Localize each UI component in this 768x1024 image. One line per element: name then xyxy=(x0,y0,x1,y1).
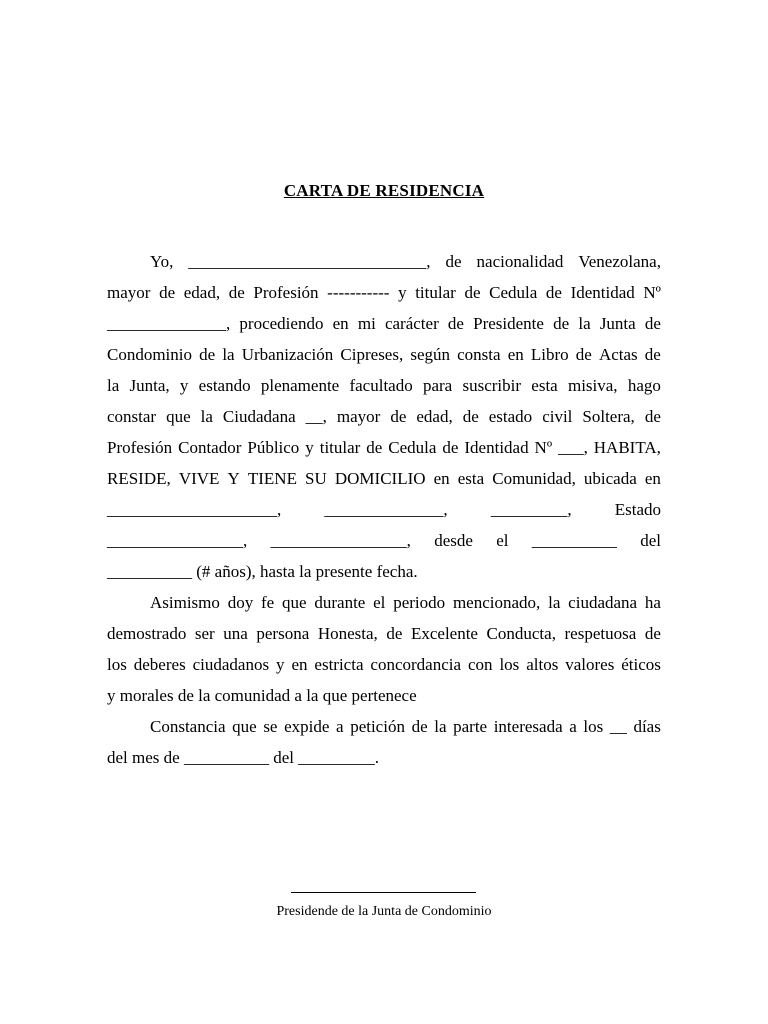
body-word: Constancia xyxy=(150,717,226,736)
body-word: TIENE xyxy=(247,469,297,488)
body-word: Público xyxy=(247,438,300,457)
body-word: de xyxy=(411,717,428,736)
body-word: que xyxy=(282,593,307,612)
body-line xyxy=(107,649,661,680)
body-word: de xyxy=(644,624,661,643)
body-word: civil xyxy=(542,407,573,426)
body-line xyxy=(107,587,661,618)
body-word: Condominio xyxy=(107,345,193,364)
body-word: ____________________, xyxy=(107,500,282,519)
body-word: de xyxy=(575,345,592,364)
body-word: ubicada xyxy=(583,469,637,488)
body-word: Estado xyxy=(614,500,661,519)
body-word: de xyxy=(386,624,403,643)
body-word: DOMICILIO xyxy=(334,469,426,488)
body-word: de xyxy=(447,314,464,333)
body-word: Profesión xyxy=(107,438,173,457)
body-word: Venezolana, xyxy=(578,252,661,271)
body-line xyxy=(107,308,661,339)
body-word: Urbanización xyxy=(241,345,334,364)
body-word: facultado xyxy=(349,376,413,395)
body-line xyxy=(107,246,661,277)
body-word: días xyxy=(633,717,661,736)
body-word: demostrado xyxy=(107,624,187,643)
body-word: Honesta, xyxy=(317,624,378,643)
body-word: de xyxy=(199,345,216,364)
body-word: valores xyxy=(565,655,615,674)
body-word: Excelente xyxy=(410,624,478,643)
body-word: los xyxy=(499,655,520,674)
body-line xyxy=(107,432,661,463)
body-line xyxy=(107,525,661,556)
body-word: ciudadana xyxy=(568,593,638,612)
body-word: en xyxy=(507,345,524,364)
body-word: y xyxy=(179,376,189,395)
body-word: __________ xyxy=(531,531,617,550)
body-word: de xyxy=(159,283,176,302)
body-word: titular xyxy=(319,438,361,457)
body-word: Ciudadana xyxy=(222,407,296,426)
body-line xyxy=(107,401,661,432)
body-line xyxy=(107,618,661,649)
body-word: Y xyxy=(227,469,240,488)
body-word: periodo xyxy=(393,593,446,612)
body-word: estricta xyxy=(314,655,364,674)
body-word: Junta xyxy=(599,314,636,333)
body-word: ______________, xyxy=(324,500,448,519)
body-word: Cedula xyxy=(489,283,538,302)
body-word: de xyxy=(390,407,407,426)
body-word: de xyxy=(462,407,479,426)
body-word: constar xyxy=(107,407,157,426)
body-word: Cipreses, xyxy=(340,345,404,364)
body-word: expide xyxy=(284,717,330,736)
body-word: Nº xyxy=(534,438,553,457)
body-word: ___, xyxy=(558,438,588,457)
body-line xyxy=(107,680,661,711)
body-word: Junta, xyxy=(129,376,170,395)
body-word: de xyxy=(545,283,562,302)
body-word: RESIDE, xyxy=(107,469,171,488)
body-word: _________, xyxy=(490,500,572,519)
body-word: y xyxy=(305,438,314,457)
body-word: esta xyxy=(531,376,558,395)
body-word: doy xyxy=(227,593,254,612)
body-word: Actas xyxy=(598,345,638,364)
body-word: mayor xyxy=(107,283,151,302)
body-word: la xyxy=(548,593,561,612)
body-word: estando xyxy=(198,376,251,395)
body-word: Comunidad, xyxy=(492,469,576,488)
body-word: edad, xyxy=(416,407,453,426)
body-word: Libro xyxy=(530,345,569,364)
body-word: mi xyxy=(357,314,376,333)
body-word: mayor xyxy=(336,407,381,426)
body-word: __ xyxy=(609,717,627,736)
body-word: en xyxy=(644,469,661,488)
body-word: a xyxy=(569,717,577,736)
body-word: y xyxy=(276,655,285,674)
body-word: Contador xyxy=(178,438,242,457)
body-word: de xyxy=(644,407,661,426)
document-title: CARTA DE RESIDENCIA xyxy=(283,181,485,200)
body-word: altos xyxy=(526,655,559,674)
body-word: Presidente xyxy=(473,314,544,333)
body-word: nacionalidad xyxy=(476,252,564,271)
body-word: parte xyxy=(453,717,488,736)
body-word: que xyxy=(232,717,257,736)
body-word: Conducta, xyxy=(486,624,556,643)
body-word: titular xyxy=(415,283,456,302)
body-word: los xyxy=(107,655,127,674)
body-word: __, xyxy=(305,407,327,426)
body-word: y morales de la comunidad a la que pertenece xyxy=(107,686,417,705)
body-word: concordancia xyxy=(370,655,462,674)
body-word: hago xyxy=(627,376,661,395)
body-word: Cedula xyxy=(388,438,437,457)
body-word: ser xyxy=(194,624,215,643)
body-word: con xyxy=(467,655,493,674)
body-word: de xyxy=(366,438,383,457)
body-word: Identidad xyxy=(464,438,529,457)
body-word: para xyxy=(422,376,453,395)
body-word: mencionado, xyxy=(452,593,541,612)
body-word: la xyxy=(434,717,447,736)
body-word: de xyxy=(445,252,462,271)
body-word: a xyxy=(336,717,344,736)
body-word: plenamente xyxy=(260,376,340,395)
body-word: Soltera, xyxy=(582,407,635,426)
body-word: Yo, xyxy=(150,252,174,271)
body-word: suscribir xyxy=(462,376,522,395)
body-word: en xyxy=(332,314,349,333)
body-word: ----------- xyxy=(327,283,390,302)
body-word: la xyxy=(578,314,591,333)
body-word: VIVE xyxy=(178,469,220,488)
body-word: HABITA, xyxy=(593,438,661,457)
body-line xyxy=(107,494,661,525)
body-word: SU xyxy=(305,469,327,488)
body-word: esta xyxy=(457,469,485,488)
body-word: estado xyxy=(488,407,533,426)
body-word: de xyxy=(464,283,481,302)
body-word: la xyxy=(107,376,120,395)
body-word: durante xyxy=(314,593,366,612)
body-line xyxy=(107,277,661,308)
body-word: __________ (# años), hasta la presente fecha. xyxy=(107,562,418,581)
body-word: fe xyxy=(261,593,275,612)
body-line xyxy=(107,463,661,494)
body-word: deberes xyxy=(133,655,186,674)
body-word: consta xyxy=(457,345,501,364)
body-word: la xyxy=(200,407,213,426)
body-word: interesada xyxy=(493,717,563,736)
body-word: ha xyxy=(644,593,661,612)
body-word: de xyxy=(644,345,661,364)
body-word: una xyxy=(223,624,248,643)
body-word: y xyxy=(398,283,407,302)
body-word: en xyxy=(433,469,450,488)
document-body xyxy=(107,246,661,773)
body-line xyxy=(107,742,661,773)
body-word: misiva, xyxy=(567,376,618,395)
body-word: Asimismo xyxy=(150,593,220,612)
body-line xyxy=(107,711,661,742)
body-word: respetuosa xyxy=(564,624,637,643)
body-word: Profesión xyxy=(253,283,319,302)
body-line xyxy=(107,339,661,370)
body-word: ________________, xyxy=(107,531,248,550)
body-word: carácter xyxy=(384,314,439,333)
body-line xyxy=(107,556,661,587)
body-word: la xyxy=(222,345,235,364)
body-word: desde xyxy=(434,531,473,550)
body-word: de xyxy=(442,438,459,457)
body-word: persona xyxy=(256,624,310,643)
body-word: ______________, xyxy=(107,314,231,333)
body-word: que xyxy=(166,407,191,426)
body-word: petición xyxy=(350,717,405,736)
body-word: de xyxy=(228,283,245,302)
body-word: se xyxy=(263,717,278,736)
body-word: los xyxy=(583,717,604,736)
signature-line xyxy=(291,892,476,893)
body-word: Identidad xyxy=(570,283,635,302)
body-word: de xyxy=(644,314,661,333)
body-word: Nº xyxy=(643,283,661,302)
body-word: procediendo xyxy=(239,314,324,333)
body-word: el xyxy=(373,593,386,612)
body-word: ________________, xyxy=(270,531,411,550)
body-word: edad, xyxy=(183,283,221,302)
body-word: según xyxy=(410,345,451,364)
body-word: de xyxy=(553,314,570,333)
body-word: el xyxy=(496,531,509,550)
body-line xyxy=(107,370,661,401)
body-word: en xyxy=(291,655,308,674)
body-word: del xyxy=(640,531,661,550)
body-word: ____________________________, xyxy=(188,252,431,271)
body-word: éticos xyxy=(621,655,661,674)
signature-label: Presidende de la Junta de Condominio xyxy=(276,904,492,919)
body-word: del mes de __________ del _________. xyxy=(107,748,379,767)
body-word: ciudadanos xyxy=(192,655,270,674)
